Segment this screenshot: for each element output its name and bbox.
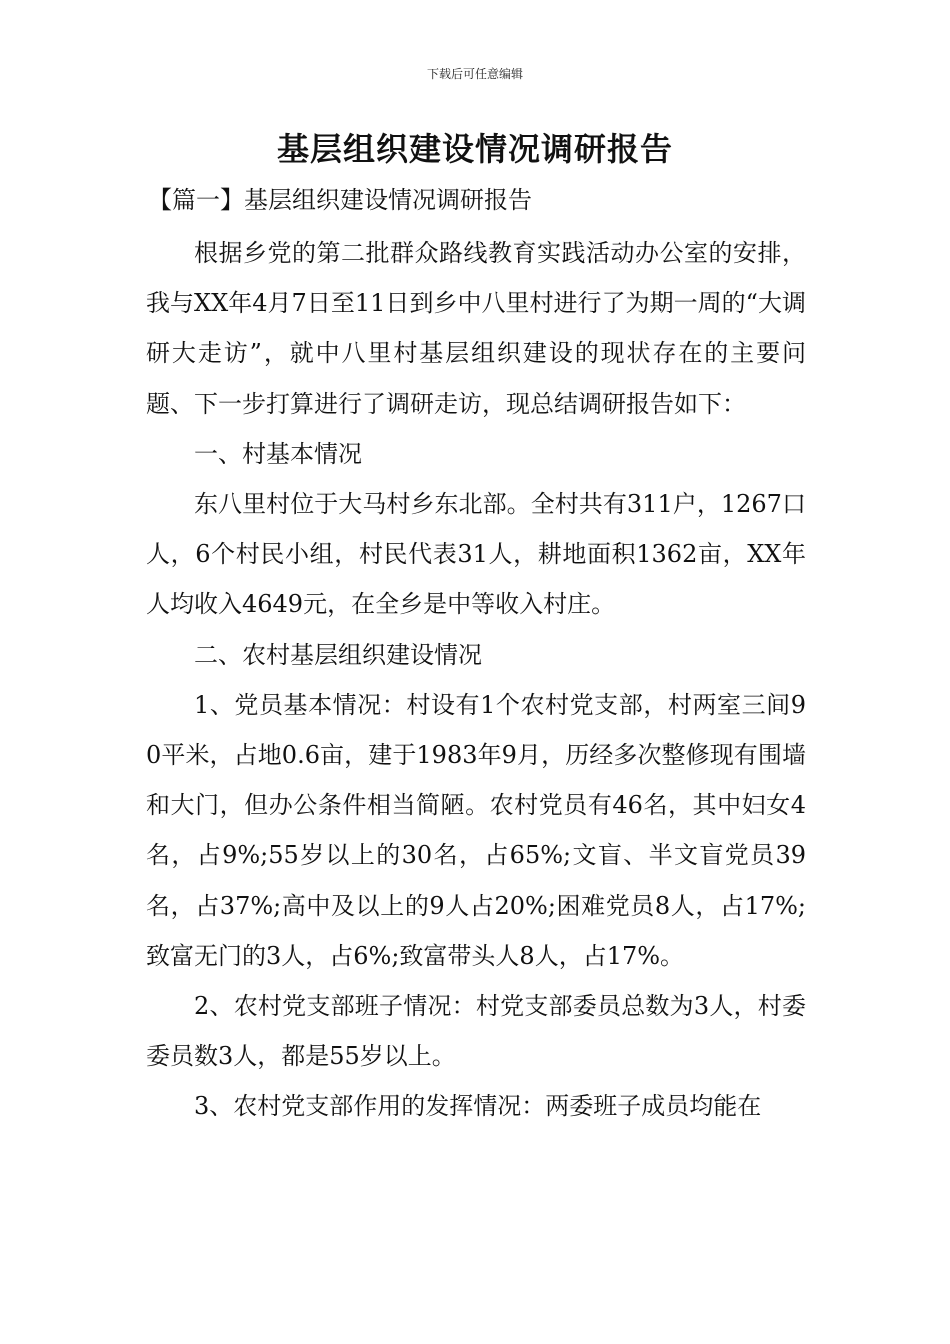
paragraph: 2、农村党支部班子情况：村党支部委员总数为3人，村委委员数3人，都是55岁以上。 [146, 992, 806, 1071]
header-note: 下载后可任意编辑 [426, 67, 523, 81]
section-subtitle: 【篇一】基层组织建设情况调研报告 [148, 186, 532, 214]
paragraph: 3、农村党支部作用的发挥情况：两委班子成员均能在 [194, 1092, 762, 1121]
document-title: 基层组织建设情况调研报告 [276, 130, 673, 168]
document-body [146, 228, 806, 1132]
paragraph: 根据乡党的第二批群众路线教育实践活动办公室的安排，我与XX年4月7日至11日到乡中八里村进行了为期一周的“大调研大走访”，就中八里村基层组织建设的现状存在的主要问题、下一步打算进行了调研走访，现总结调研报告如下： [146, 239, 806, 418]
section-heading: 二、农村基层组织建设情况 [194, 640, 482, 669]
section-heading: 一、村基本情况 [194, 439, 362, 468]
paragraph: 东八里村位于大马村乡东北部。全村共有311户，1267口人，6个村民小组，村民代表31人，耕地面积1362亩，XX年人均收入4649元，在全乡是中等收入村庄。 [146, 490, 806, 619]
paragraph: 1、党员基本情况：村设有1个农村党支部，村两室三间90平米，占地0.6亩，建于1983年9月，历经多次整修现有围墙和大门，但办公条件相当简陋。农村党员有46名，其中妇女4名，占9%;55岁以上的30名，占65%;文盲、半文盲党员39名，占37%;高中及以上的9人占20%;困难党员8人，占17%;致富无门的3人，占6%;致富带头人8人，占17%。 [146, 690, 806, 970]
